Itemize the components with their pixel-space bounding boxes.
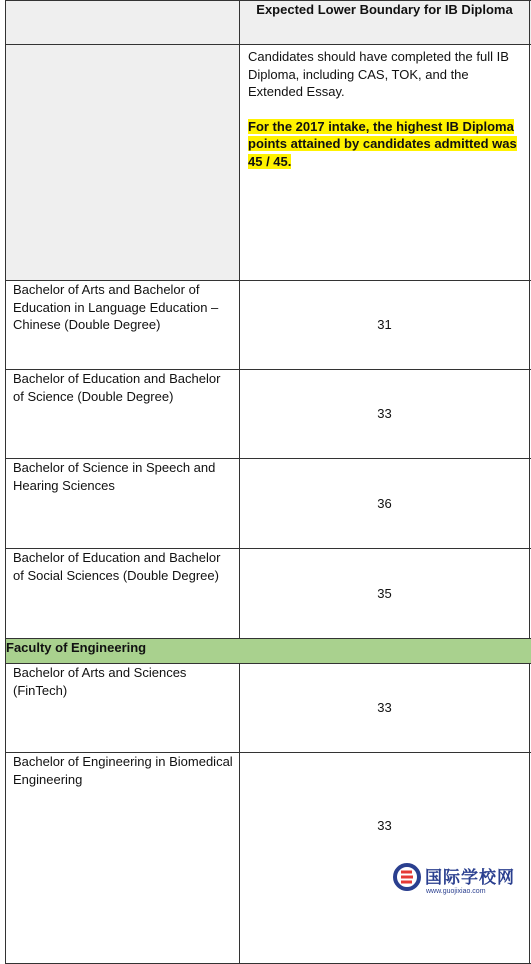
watermark-url: www.guojixiao.com (426, 888, 486, 895)
program-name: Bachelor of Education and Bachelor of Social Sciences (Double Degree) (6, 549, 240, 639)
table-header-row (6, 1, 531, 45)
e-logo-icon (393, 863, 421, 891)
site-watermark (390, 861, 525, 901)
program-name: Bachelor of Arts and Bachelor of Education in Language Education – Chinese (Double Degree) (6, 281, 240, 370)
program-name: Bachelor of Arts and Sciences (FinTech) (6, 664, 240, 753)
faculty-header-row (6, 639, 531, 664)
header-program-cell (6, 1, 240, 45)
score-value: 36 (240, 459, 530, 549)
table-row (6, 281, 531, 370)
table-row (6, 549, 531, 639)
requirements-cell (240, 45, 530, 281)
requirements-text: Candidates should have completed the full IB Diploma, including CAS, TOK, and the Extended Essay. (248, 48, 521, 101)
faculty-title: Faculty of Engineering (6, 639, 531, 664)
program-name: Bachelor of Education and Bachelor of Science (Double Degree) (6, 370, 240, 459)
score-value: 35 (240, 549, 530, 639)
requirements-program-cell (6, 45, 240, 281)
program-name: Bachelor of Science in Speech and Hearing Sciences (6, 459, 240, 549)
score-value: 33 (240, 664, 530, 753)
program-name: Bachelor of Engineering in Biomedical Engineering (6, 753, 240, 964)
intake-highlight: For the 2017 intake, the highest IB Diploma points attained by candidates admitted was 45 / 45. (248, 119, 517, 169)
score-value: 31 (240, 281, 530, 370)
table-row (6, 753, 531, 964)
watermark-title: 国际学校网 (425, 863, 515, 888)
header-score-cell: Expected Lower Boundary for IB Diploma (240, 1, 530, 45)
requirements-row (6, 45, 531, 281)
score-value: 33 (240, 753, 530, 964)
table-row (6, 664, 531, 753)
score-value: 33 (240, 370, 530, 459)
admission-table (5, 0, 531, 964)
table-row (6, 459, 531, 549)
table-row (6, 370, 531, 459)
